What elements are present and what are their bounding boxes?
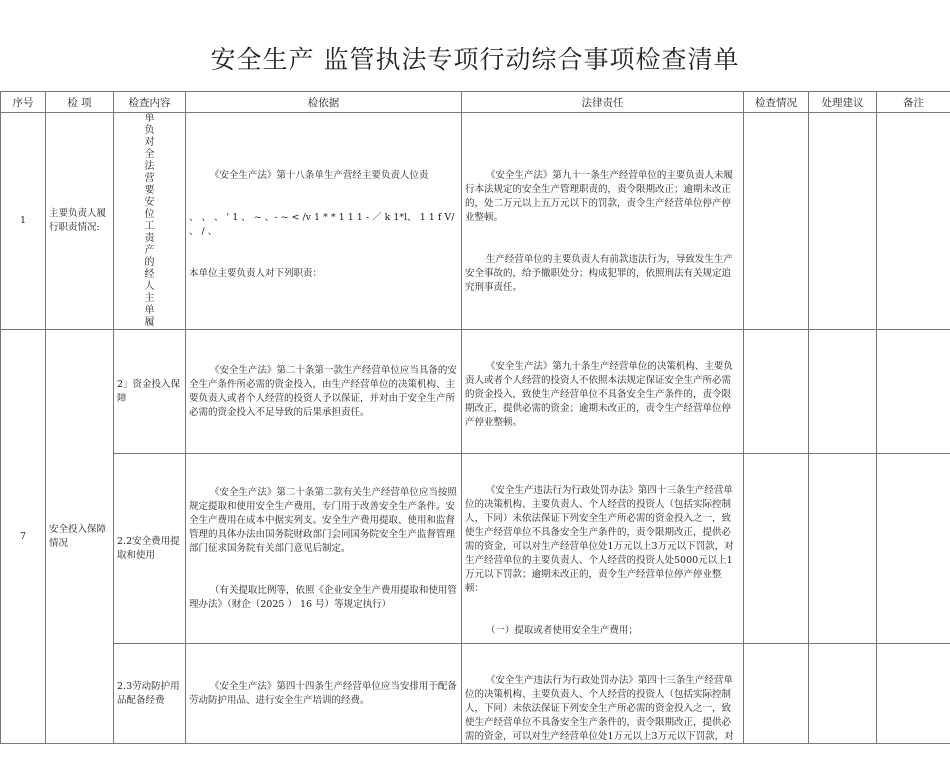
check-content: 2.2安全费用提取和使用 [114,454,186,644]
col-header-status: 检查情况 [744,92,809,113]
basis-paragraph: 《安全生产法》第二十条第一款生产经营单位应当具备的安全生产条件所必需的资金投入，由生产经营单位的决策机构、主要负责人或者个人经营的投资人予以保证，并对由于安全生产所必需的资金投入不足导致的后果承担责任。 [189,364,457,418]
liability-paragraph: （一）提取或者使用安全生产费用； [485,624,638,636]
basis-paragraph: 本单位主要负责人对下列职责： [189,268,323,279]
remark-cell[interactable] [877,644,950,744]
col-header-no: 序号 [1,92,46,113]
liability-paragraph: 《安全生产违法行为行政处罚办法》第四十三条生产经营单位的决策机构、主要负责人、个人经营的投资人（包括实际控制人，下同）未依法保证下列安全生产所必需的资金投入之一，致使生产经营单位不具备安全生产条件的，责令限期改正，提供必需的资金，可以对生产经营单位处1万元以上3万元以下罚款，对 [465,674,734,742]
suggestion-cell[interactable] [809,330,877,454]
suggestion-cell[interactable] [809,113,877,330]
check-item: 安全投入保障情况 [46,330,114,744]
legal-liability [462,113,744,330]
remark-cell[interactable] [877,330,950,454]
basis-paragraph: 《安全生产法》第四十四条生产经营单位应当安排用于配备劳动防护用品、进行安全生产培训的经费。 [189,680,457,706]
basis-paragraph: 《安全生产法》第二十条第二款有关生产经营单位应当按照规定提取和使用安全生产费用，专门用于改善安全生产条件。安全生产费用在成本中据实列支。安全生产费用提取、使用和监督管理的具体办法由国务院财政部门会同国务院安全生产监督管理部门征求国务院有关部门意见后制定。 [189,486,457,554]
col-header-basis: 检依据 [186,92,462,113]
remark-cell[interactable] [877,113,950,330]
col-header-item: 检 项 [46,92,114,113]
col-header-liability: 法律责任 [462,92,744,113]
col-header-suggestion: 处理建议 [809,92,877,113]
check-basis [186,454,462,644]
inspection-status-cell[interactable] [744,454,809,644]
table-row [1,113,950,330]
table-row [1,330,950,454]
check-content-text: 单负对全法营要安位工责产的经人主单履 [144,113,155,328]
checklist-table [0,91,950,744]
liability-paragraph: 《安全生产违法行为行政处罚办法》第四十三条生产经营单位的决策机构、主要负责人、个人经营的投资人（包括实际控制人，下同）未依法保证下列安全生产所必需的资金投入之一，致使生产经营单位不具备安全生产条件的，责令限期改正，提供必需的资金，可以对生产经营单位处1万元以上3万元以下罚款，对生产经营单位的主要负责人、个人经营的投资人处5000元以上1万元以下罚款；逾期未改正的，责令生产经营单位停产停业整顿： [465,484,734,594]
check-content: 2」资金投入保障 [114,330,186,454]
liability-paragraph: 《安全生产法》第九十一条生产经营单位的主要负责人未履行本法规定的安全生产管理职责的，责令限期改正；逾期未改正的，处二万元以上五万元以下的罚款，责令生产经营单位停产停业整顿。 [465,170,733,223]
check-content [114,113,186,330]
suggestion-cell[interactable] [809,644,877,744]
legal-liability [462,330,744,454]
liability-paragraph: 生产经营单位的主要负责人有前款违法行为，导致发生生产安全事故的，给予撤职处分；构成犯罪的，依照刑法有关规定追究刑事责任。 [465,254,733,293]
check-item: 主要负责人履行职责情况: [46,113,114,330]
remark-cell[interactable] [877,454,950,644]
row-number: 7 [1,330,46,744]
basis-paragraph: 、 、 、 ' 1 、 ~ 、- ~ < /v 1 * * 1 1 1 - ／ k 1*l、 1 1 f V/ 、 / 、 [189,212,458,237]
row-number: 1 [1,113,46,330]
header-row [1,92,950,113]
check-basis [186,644,462,744]
liability-paragraph: 《安全生产法》第九十条生产经营单位的决策机构、主要负责人或者个人经营的投资人不依照本法规定保证安全生产所必需的资金投入，致使生产经营单位不具备安全生产条件的，责令限期改正，提供必需的资金；逾期未改正的，责令生产经营单位停产停业整顿。 [465,360,733,428]
page-title: 安全生产 监管执法专项行动综合事项检查清单 [210,45,740,74]
legal-liability [462,644,744,744]
col-header-content: 检查内容 [114,92,186,113]
inspection-status-cell[interactable] [744,330,809,454]
table-row [1,644,950,744]
check-basis [186,330,462,454]
table-row [1,454,950,644]
check-content: 2.3劳动防护用品配备经费 [114,644,186,744]
col-header-remark: 备注 [877,92,950,113]
basis-paragraph: 《安全生产法》第十八条单生产营经主要负责人位责 [209,170,429,181]
check-basis [186,113,462,330]
inspection-status-cell[interactable] [744,644,809,744]
inspection-status-cell[interactable] [744,113,809,330]
basis-paragraph: （有关提取比例等，依照《企业安全生产费用提取和使用管理办法》（财企（2025 ） 16 号）等规定执行） [189,584,457,610]
legal-liability [462,454,744,644]
suggestion-cell[interactable] [809,454,877,644]
